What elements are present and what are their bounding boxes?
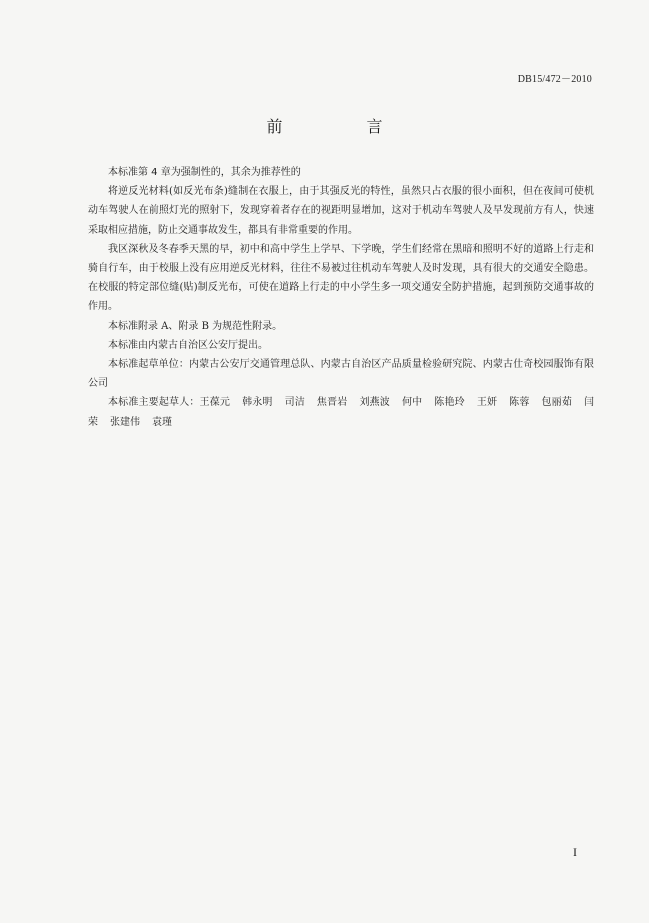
drafter-name: 包丽茹	[541, 397, 573, 409]
paragraph-region-background: 我区深秋及冬春季天黑的早，初中和高中学生上学早、下学晚，学生们经常在黑暗和照明不好的道路上行走和骑自行车，由于校服上没有应用逆反光材料，往往不易被过往机动车驾驶人及时发现，具有很大的交通安全隐患。在校服的特定部位缝(贴)制反光布，可使在道路上行走的中小学生多一项交通安全防护措施，起到预防交通事故的作用。	[88, 243, 594, 313]
paragraph-reflective-material: 将逆反光材料(如反光布条)缝制在衣服上，由于其强反光的特性，虽然只占衣服的很小面积，但在夜间可使机动车驾驶人在前照灯光的照射下，发现穿着者存在的视距明显增加，这对于机动车驾驶人及早发现前方有人，快速采取相应措施，防止交通事故发生，都具有非常重要的作用。	[88, 186, 594, 236]
drafter-name: 张建伟	[110, 416, 140, 428]
drafter-name: 王妍	[476, 397, 498, 409]
drafter-name: 焦晋岩	[316, 397, 348, 409]
drafter-name: 陈艳玲	[434, 397, 465, 409]
page-title: 前 言	[266, 117, 417, 136]
drafter-name: 闫荣	[88, 397, 595, 428]
drafter-name: 何中	[401, 397, 423, 409]
page-number: I	[573, 845, 577, 859]
drafter-name: 韩永明	[242, 397, 273, 409]
paragraph-proposer: 本标准由内蒙古自治区公安厅提出。	[108, 339, 268, 351]
drafter-name: 王葆元	[199, 397, 231, 409]
paragraph-drafting-units: 本标准起草单位：内蒙古公安厅交通管理总队、内蒙古自治区产品质量检验研究院、内蒙古仕奇校园服饰有限公司	[88, 359, 594, 390]
drafter-name: 袁瑾	[152, 416, 172, 428]
standard-code: DB15/472－2010	[517, 74, 592, 85]
drafter-name: 司洁	[284, 397, 305, 409]
drafter-name: 刘燕波	[359, 397, 390, 409]
drafters-label: 本标准主要起草人：	[108, 397, 200, 409]
paragraph-appendices: 本标准附录 A、附录 B 为规范性附录。	[108, 320, 283, 332]
paragraph-mandatory-note: 本标准第 4 章为强制性的，其余为推荐性的	[108, 167, 301, 178]
drafter-name: 陈蓉	[509, 397, 530, 409]
foreword-body	[88, 163, 594, 432]
paragraph-drafters	[88, 393, 594, 431]
